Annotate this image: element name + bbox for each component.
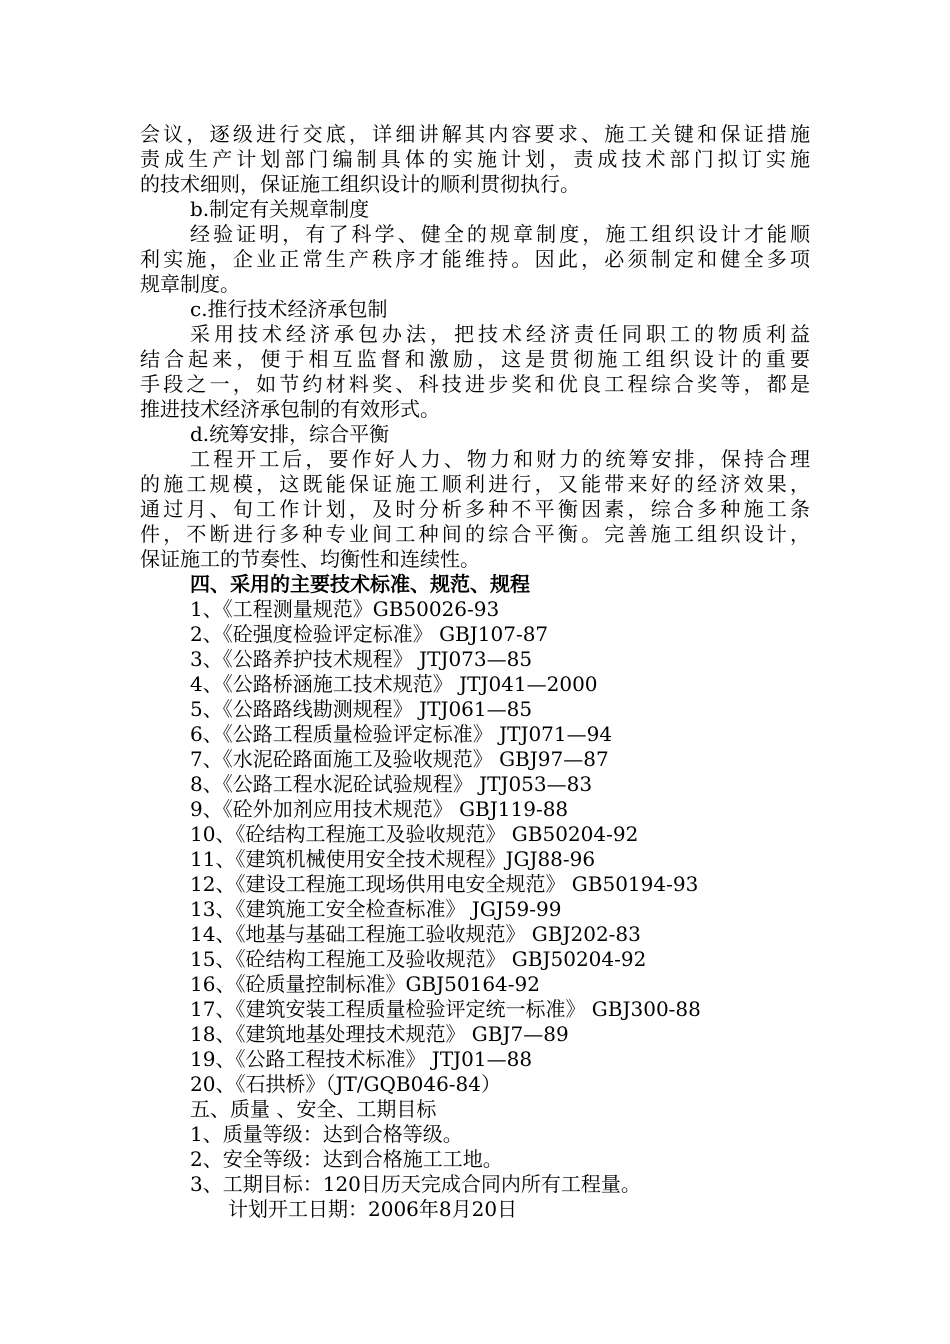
paragraph-line: 的施工规模，这既能保证施工顺利进行，又能带来好的经济效果， xyxy=(140,472,810,496)
reference-item: 11、《建筑机械使用安全技术规程》JGJ88-96 xyxy=(190,847,596,871)
paragraph-line: 利实施，企业正常生产秩序才能维持。因此，必须制定和健全多项 xyxy=(140,247,810,271)
reference-item: 15、《砼结构工程施工及验收规范》 GBJ50204-92 xyxy=(190,947,647,971)
section-heading-4: 四、采用的主要技术标准、规范、规程 xyxy=(190,572,530,596)
reference-item: 19、《公路工程技术标准》 JTJ01—88 xyxy=(190,1047,533,1071)
reference-item: 8、《公路工程水泥砼试验规程》 JTJ053—83 xyxy=(190,772,593,796)
paragraph-line: 结合起来，便于相互监督和激励，这是贯彻施工组织设计的重要 xyxy=(140,347,810,371)
reference-item: 9、《砼外加剂应用技术规范》 GBJ119-88 xyxy=(190,797,569,821)
reference-item: 13、《建筑施工安全检查标准》 JGJ59-99 xyxy=(190,897,562,921)
reference-item: 12、《建设工程施工现场供用电安全规范》 GB50194-93 xyxy=(190,872,699,896)
section-heading-5: 五、质量 、安全、工期目标 xyxy=(190,1097,437,1121)
section-heading-c: c.推行技术经济承包制 xyxy=(190,297,388,321)
paragraph-line: 手段之一，如节约材料奖、科技进步奖和优良工程综合奖等，都是 xyxy=(140,372,810,396)
reference-item: 17、《建筑安装工程质量检验评定统一标准》 GBJ300-88 xyxy=(190,997,701,1021)
goal-item: 2、安全等级：达到合格施工工地。 xyxy=(190,1147,503,1171)
reference-item: 6、《公路工程质量检验评定标准》 JTJ071—94 xyxy=(190,722,613,746)
reference-item: 2、《砼强度检验评定标准》 GBJ107-87 xyxy=(190,622,549,646)
paragraph-line: 件，不断进行多种专业间工种间的综合平衡。完善施工组织设计， xyxy=(140,522,810,546)
reference-item: 4、《公路桥涵施工技术规范》 JTJ041—2000 xyxy=(190,672,598,696)
section-heading-b: b.制定有关规章制度 xyxy=(190,197,370,221)
paragraph-line: 经验证明，有了科学、健全的规章制度，施工组织设计才能顺 xyxy=(190,222,810,246)
paragraph-line: 工程开工后，要作好人力、物力和财力的统筹安排，保持合理 xyxy=(190,447,810,471)
reference-item: 18、《建筑地基处理技术规范》 GBJ7—89 xyxy=(190,1022,569,1046)
reference-item: 10、《砼结构工程施工及验收规范》 GB50204-92 xyxy=(190,822,639,846)
reference-item: 14、《地基与基础工程施工验收规范》 GBJ202-83 xyxy=(190,922,641,946)
paragraph-line: 推进技术经济承包制的有效形式。 xyxy=(140,397,440,421)
reference-item: 3、《公路养护技术规程》 JTJ073—85 xyxy=(190,647,533,671)
paragraph-line: 责成生产计划部门编制具体的实施计划，责成技术部门拟订实施 xyxy=(140,147,810,171)
goal-item: 1、质量等级：达到合格等级。 xyxy=(190,1122,463,1146)
reference-item: 1、《工程测量规范》GB50026-93 xyxy=(190,597,500,621)
paragraph-line: 会议，逐级进行交底，详细讲解其内容要求、施工关键和保证措施 xyxy=(140,122,810,146)
reference-item: 5、《公路路线勘测规程》 JTJ061—85 xyxy=(190,697,533,721)
paragraph-line: 的技术细则，保证施工组织设计的顺利贯彻执行。 xyxy=(140,172,580,196)
reference-item: 20、《石拱桥》（JT/GQB046-84） xyxy=(190,1072,501,1096)
start-date: 计划开工日期：2006年8月20日 xyxy=(228,1197,518,1221)
goal-item: 3、工期目标：120日历天完成合同内所有工程量。 xyxy=(190,1172,641,1196)
reference-item: 7、《水泥砼路面施工及验收规范》 GBJ97—87 xyxy=(190,747,609,771)
section-heading-d: d.统筹安排，综合平衡 xyxy=(190,422,390,446)
paragraph-line: 通过月、旬工作计划，及时分析多种不平衡因素，综合多种施工条 xyxy=(140,497,810,521)
paragraph-line: 采用技术经济承包办法，把技术经济责任同职工的物质利益 xyxy=(190,322,810,346)
reference-item: 16、《砼质量控制标准》GBJ50164-92 xyxy=(190,972,540,996)
paragraph-line: 保证施工的节奏性、均衡性和连续性。 xyxy=(140,547,480,571)
paragraph-line: 规章制度。 xyxy=(140,272,240,296)
